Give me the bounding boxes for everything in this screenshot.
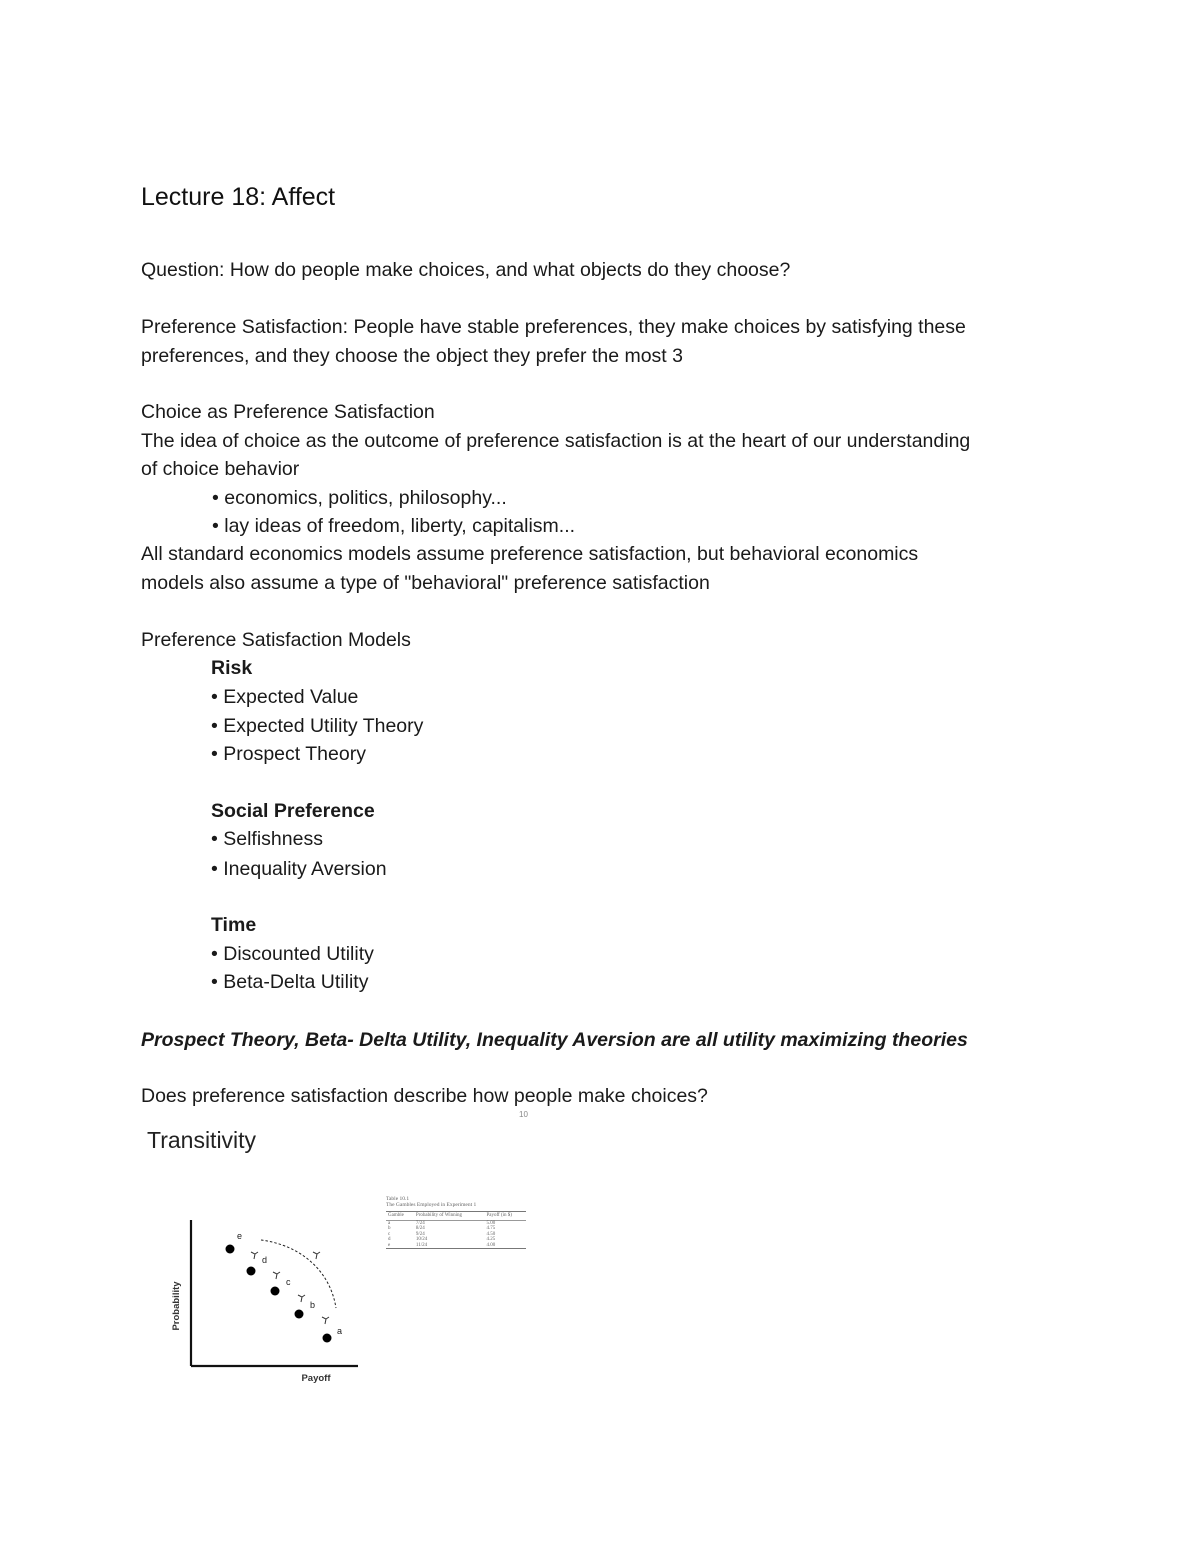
- table-cell: e: [388, 1242, 391, 1248]
- question-text: Question: How do people make choices, and what objects do they choose?: [141, 259, 791, 281]
- table-cell: b: [388, 1226, 391, 1231]
- group-heading-risk: Risk: [211, 657, 253, 679]
- table-cell: 5.00: [486, 1220, 496, 1226]
- transitivity-figure: [150, 1200, 380, 1395]
- models-heading: Preference Satisfaction Models: [141, 629, 411, 651]
- preference-satisfaction-line-2: preferences, and they choose the object they prefer the most 3: [141, 345, 683, 367]
- tiny-mark: 10: [519, 1110, 528, 1119]
- point-label: d: [262, 1255, 268, 1265]
- group-item: • Beta-Delta Utility: [211, 971, 369, 993]
- page-title: Lecture 18: Affect: [141, 183, 336, 211]
- table-cell: 4.25: [486, 1237, 496, 1242]
- choice-paragraph-line-2: of choice behavior: [141, 458, 300, 480]
- table-cell: 10/24: [415, 1237, 428, 1242]
- preference-satisfaction-line-1: Preference Satisfaction: People have stable preferences, they make choices by satisfying these: [141, 316, 966, 338]
- group-heading-social-preference: Social Preference: [211, 800, 375, 822]
- table-subcaption: The Gambles Employed in Experiment 1: [386, 1202, 477, 1208]
- data-point-e: [226, 1245, 235, 1254]
- data-point-a: [323, 1334, 332, 1343]
- point-label: a: [337, 1326, 343, 1336]
- x-axis-label: Payoff: [301, 1373, 331, 1384]
- data-point-d: [247, 1267, 256, 1276]
- group-item: • Expected Utility Theory: [211, 715, 424, 737]
- standard-models-line-1: All standard economics models assume preference satisfaction, but behavioral economics: [141, 543, 919, 565]
- closing-question: Does preference satisfaction describe how people make choices?: [141, 1085, 708, 1107]
- group-item: • Inequality Aversion: [211, 858, 387, 880]
- y-axis-label: Probability: [171, 1281, 182, 1331]
- table-header-row: [386, 1212, 526, 1221]
- table-cell: 8/24: [415, 1226, 425, 1231]
- column-header: Payoff (in $): [484, 1212, 526, 1221]
- choice-heading: Choice as Preference Satisfaction: [141, 401, 435, 423]
- table-cell: 4.75: [486, 1226, 496, 1231]
- table: [386, 1211, 526, 1249]
- choice-bullet: • economics, politics, philosophy...: [212, 487, 507, 509]
- column-header: Gamble: [386, 1212, 414, 1221]
- table-cell: d: [388, 1237, 391, 1242]
- table-row: [386, 1243, 526, 1249]
- group-item: • Selfishness: [211, 828, 323, 850]
- dashed-preference-arc: [261, 1240, 336, 1308]
- point-label: e: [237, 1231, 243, 1241]
- table-cell: 4.50: [486, 1231, 496, 1237]
- table-cell: 4.00: [486, 1242, 496, 1248]
- data-point-b: [295, 1310, 304, 1319]
- point-label: b: [310, 1300, 316, 1310]
- emphasis-statement: Prospect Theory, Beta- Delta Utility, Inequality Aversion are all utility maximizing theories: [141, 1029, 968, 1051]
- group-item: • Expected Value: [211, 686, 359, 708]
- table-cell: 11/24: [415, 1242, 428, 1248]
- table-cell: 9/24: [415, 1231, 425, 1237]
- column-header: Probability of Winning: [414, 1212, 485, 1221]
- data-point-c: [271, 1287, 280, 1296]
- table-cell: c: [388, 1231, 391, 1237]
- table-cell: a: [388, 1220, 391, 1226]
- point-label: c: [286, 1277, 291, 1287]
- standard-models-line-2: models also assume a type of "behavioral" preference satisfaction: [141, 572, 710, 594]
- choice-paragraph-line-1: The idea of choice as the outcome of preference satisfaction is at the heart of our understanding: [141, 430, 971, 452]
- group-heading-time: Time: [211, 914, 257, 936]
- slide-title: Transitivity: [147, 1127, 257, 1153]
- choice-bullet: • lay ideas of freedom, liberty, capitalism...: [212, 515, 576, 537]
- gamble-table: [386, 1196, 526, 1249]
- table-cell: 7/24: [415, 1220, 425, 1226]
- group-item: • Prospect Theory: [211, 743, 366, 765]
- table-caption: Table 10.1: [386, 1196, 410, 1202]
- group-item: • Discounted Utility: [211, 943, 374, 965]
